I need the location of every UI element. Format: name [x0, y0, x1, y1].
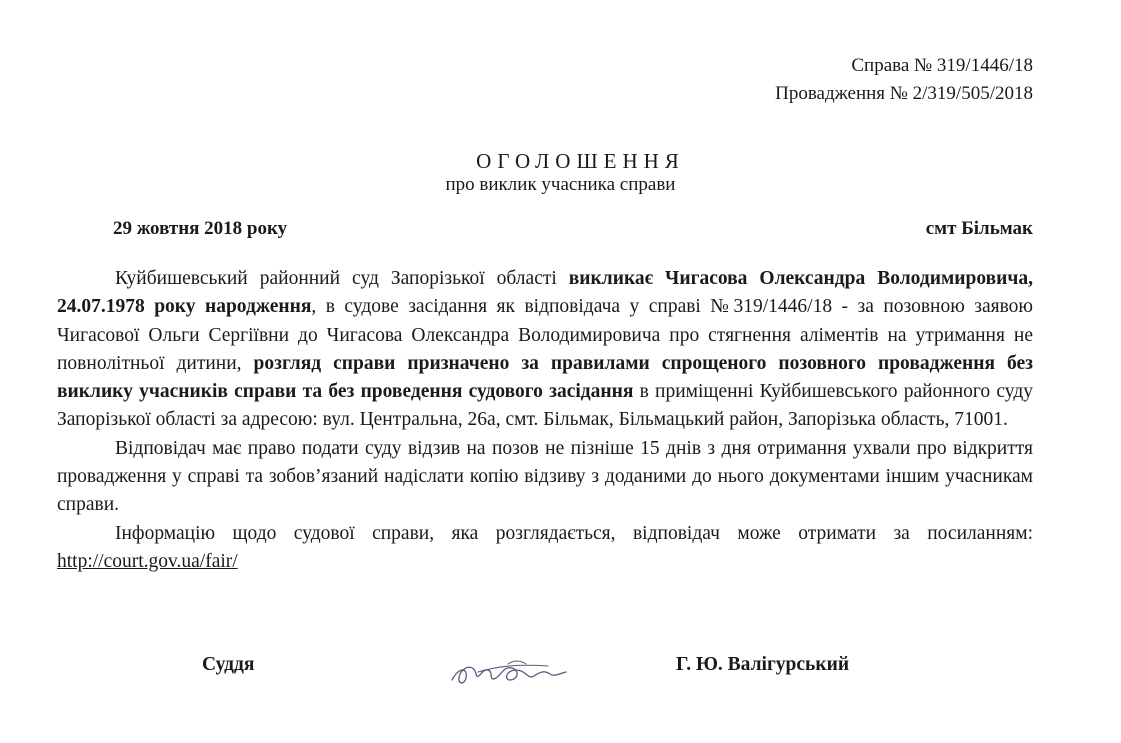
title-block [0, 148, 1121, 196]
document-subtitle: про виклик учасника справи [445, 174, 676, 195]
case-info [775, 52, 1033, 108]
case-number: Справа № 319/1446/18 [851, 55, 1033, 76]
document-title: ОГОЛОШЕННЯ [476, 149, 685, 173]
document-place: смт Більмак [925, 218, 1033, 239]
paragraph-info [57, 520, 1033, 577]
court-name-text: Куйбишевський районний суд Запорізької області [115, 268, 569, 289]
proceeding-number: Провадження № 2/319/505/2018 [775, 83, 1033, 104]
address-text: в приміщенні Куйбишевського районного суду Запорізької області за адресою: вул. Центральна, 26а, смт. Більмак, Більмацький район, Запорізька область, 71001. [57, 381, 1033, 431]
announcement-body [57, 265, 1033, 576]
info-text: Інформацію щодо судової справи, яка розглядається, відповідач може отримати за посиланням: [115, 522, 1033, 544]
paragraph-summons [57, 265, 1033, 435]
court-info-link[interactable]: http://court.gov.ua/fair/ [57, 550, 238, 572]
handwritten-signature [448, 650, 578, 692]
summons-bold-text: викликає Чигасова Олександра Володимировича, 24.07.1978 року народження [57, 268, 1033, 318]
document-date: 29 жовтня 2018 року [113, 218, 288, 239]
case-details-text: , в судове засідання як відповідача у справі №319/1446/18 - за позовною заявою Чигасової Ольги Сергіївни до Чигасова Олександра Володимировича про стягнення аліментів на утримання не повнолітньої дитини, [57, 296, 1033, 374]
procedure-bold-text: розгляд справи призначено за правилами спрощеного позовного провадження без виклику учасників справи та без проведення судового засідання [57, 352, 1033, 403]
paragraph-rights: Відповідач має право подати суду відзив на позов не пізніше 15 днів з дня отримання ухвали про відкриття провадження у справі та зобов’язаний надіслати копію відзиву з доданими до нього документами іншим учасникам справи. [57, 437, 1033, 516]
judge-name: Г. Ю. Валігурський [676, 654, 850, 675]
judge-label: Суддя [202, 654, 255, 675]
